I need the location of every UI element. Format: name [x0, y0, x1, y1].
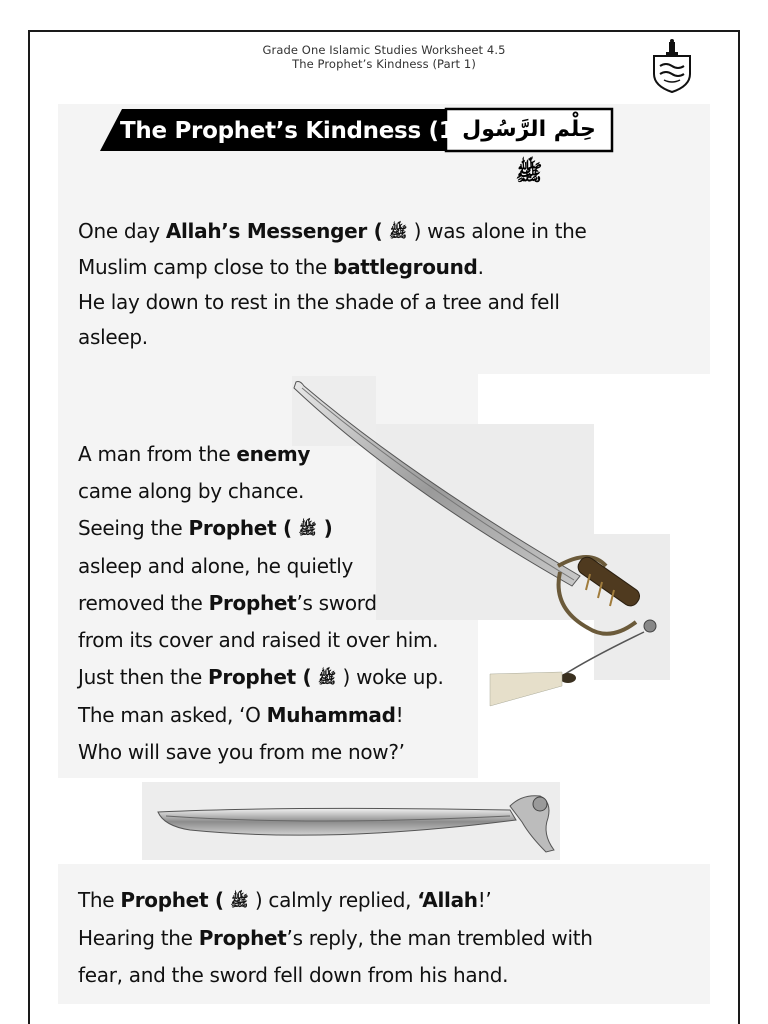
text-line: came along by chance. [78, 479, 305, 503]
text: ( [295, 665, 319, 689]
text: . [477, 255, 484, 279]
school-crest-icon [650, 38, 694, 94]
text-line: asleep and alone, he quietly [78, 554, 354, 578]
text-line: Who will save you from me now?’ [78, 740, 405, 764]
text: !’ [477, 888, 492, 912]
bold-text: Allah’s Messenger [165, 219, 367, 243]
text: ’s sword [296, 591, 377, 615]
bold-text: Prophet [120, 888, 209, 912]
bold-text: ‘Allah [417, 888, 478, 912]
worksheet-header-line2: The Prophet’s Kindness (Part 1) [292, 57, 476, 71]
sword-image [150, 782, 570, 862]
text-line: asleep. [78, 325, 148, 349]
text: ) [316, 516, 333, 540]
text: ) woke up. [336, 665, 444, 689]
title-arabic: حِلْم الرَّسُول ﷺ [462, 117, 596, 186]
text: ) calmly replied, [248, 888, 418, 912]
text-line: from its cover and raised it over him. [78, 628, 439, 652]
bold-text: Muhammad [266, 703, 396, 727]
text: ( [208, 888, 231, 912]
text: ’s reply, the man trembled with [286, 926, 593, 950]
text: One day [78, 219, 166, 243]
worksheet-header-line1: Grade One Islamic Studies Worksheet 4.5 [262, 43, 506, 57]
paragraph-3 [78, 882, 593, 994]
honorific-glyph: ﷺ [298, 520, 317, 538]
bold-text: enemy [236, 442, 311, 466]
text-line: fear, and the sword fell down from his hand. [78, 963, 509, 987]
text: Muslim camp close to the [78, 255, 334, 279]
paragraph-1 [78, 214, 587, 355]
text: ! [395, 703, 404, 727]
text: ( [276, 516, 299, 540]
text: removed the [78, 591, 209, 615]
text: Hearing the [78, 926, 199, 950]
title-english: The Prophet’s Kindness (1) [120, 118, 465, 144]
text-line: He lay down to rest in the shade of a tree and fell [78, 290, 560, 314]
text: A man from the [78, 442, 237, 466]
bold-text: Prophet [208, 591, 297, 615]
text: Just then the [78, 665, 209, 689]
honorific-glyph: ﷺ [389, 223, 408, 241]
text: ) was alone in the [407, 219, 587, 243]
bold-text: Prophet [188, 516, 277, 540]
text: Seeing the [78, 516, 189, 540]
bold-text: Prophet [208, 665, 296, 689]
paragraph-2 [78, 436, 444, 771]
honorific-glyph: ﷺ [230, 892, 249, 910]
text: ( [366, 219, 390, 243]
text: The man asked, ‘O [78, 703, 267, 727]
honorific-glyph: ﷺ [318, 669, 337, 687]
text: The [78, 888, 121, 912]
bold-text: Prophet [198, 926, 287, 950]
bold-text: battleground [333, 255, 478, 279]
